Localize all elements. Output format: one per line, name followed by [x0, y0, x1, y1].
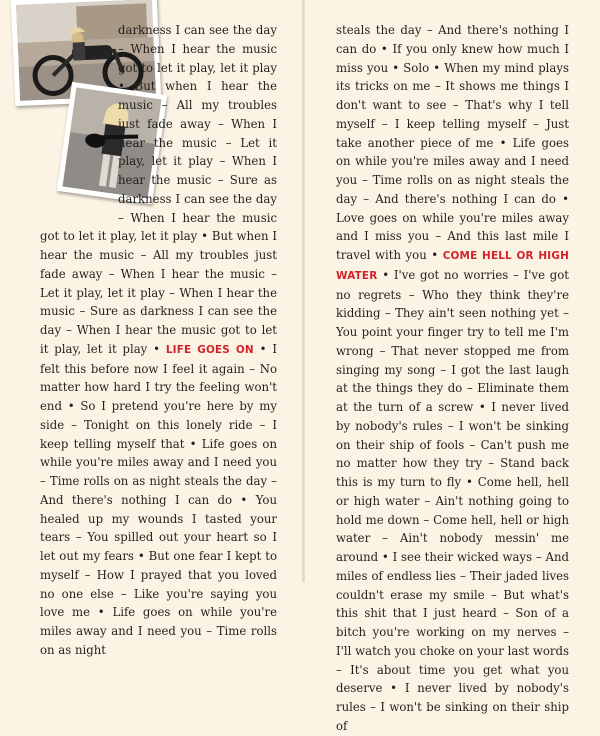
- photo-wrap-spacer: [0, 21, 118, 117]
- photo-wrap-spacer: [0, 117, 118, 218]
- lyrics-text: [336, 21, 569, 736]
- lyrics-column-left: [40, 21, 277, 660]
- lyrics-segment: • I felt this before now I feel it again – No matter how hard I try the feeling won't end • So I pretend you're here by my side – Tonight on this lonely ride – I keep telling myself that • Life goes on while you're miles away and I need you – Time rolls on as night steals the day – And there's nothing I can do • You healed up my wounds I tasted your tears – You spilled out your heart so I let out my fears • But one fear I kept to myself – How I prayed that you loved no one else – Like you're saying you love me • Life goes on while you're miles away and I need you – Time rolls on as night: [40, 341, 277, 657]
- lyrics-segment: steals the day – And there's nothing I can do • If you only knew how much I miss you • Solo • When my mind plays its tricks on me – It shows me things I don't want to see – That's why I tell myself – I keep telling myself – Just take another piece of me • Life goes on while you're miles away and I need you – Time rolls on as night steals the day – And there's nothing I can do • Love goes on while you're miles away and I miss you – And this last mile I travel with you •: [336, 23, 569, 262]
- song-title-come-hell-or-high-water: COME HELL OR HIGH WATER: [336, 250, 569, 282]
- song-title-life-goes-on: LIFE GOES ON: [165, 343, 254, 356]
- page-spine: [302, 0, 305, 582]
- lyrics-column-right: [336, 21, 569, 736]
- lyrics-segment: darkness I can see the day – When I hear the music got to let it play, let it play • But when I hear the music – All my troubles just fade away – When I hear the music – Let it play, let it play – When I hear the music – Sure as darkness I can see the day – When I hear the music got to let it play, let it play • But when I hear the music – All my troubles just fade away – When I hear the music – Let it play, let it play – When I hear the music – Sure as darkness I can see the day – When I hear the music got to let it play, let it play •: [40, 23, 277, 356]
- lyrics-segment: • I've got no worries – I've got no regrets – Who they think they're kidding – They ain't seen nothing yet – You point your finger try to tell me I'm wrong – That never stopped me from singing my song – I got the last laugh at the things they do – Eliminate them at the turn of a screw • I never lived by nobody's rules – I won't be sinking on their ship of fools – Can't push me no matter how they try – Stand back this is my turn to fly • Come hell, hell or high water – Ain't nothing going to hold me down – Come hell, hell or high water – Ain't nobody messin' me around • I see their wicked ways – And miles of endless lies – Their jaded lives couldn't erase my smile – But what's this shit that I just heard – Son of a bitch you're working on my nerves – I'll watch you choke on your last words – It's about time you get what you deserve • I never lived by nobody's rules – I won't be sinking on their ship of: [336, 267, 569, 733]
